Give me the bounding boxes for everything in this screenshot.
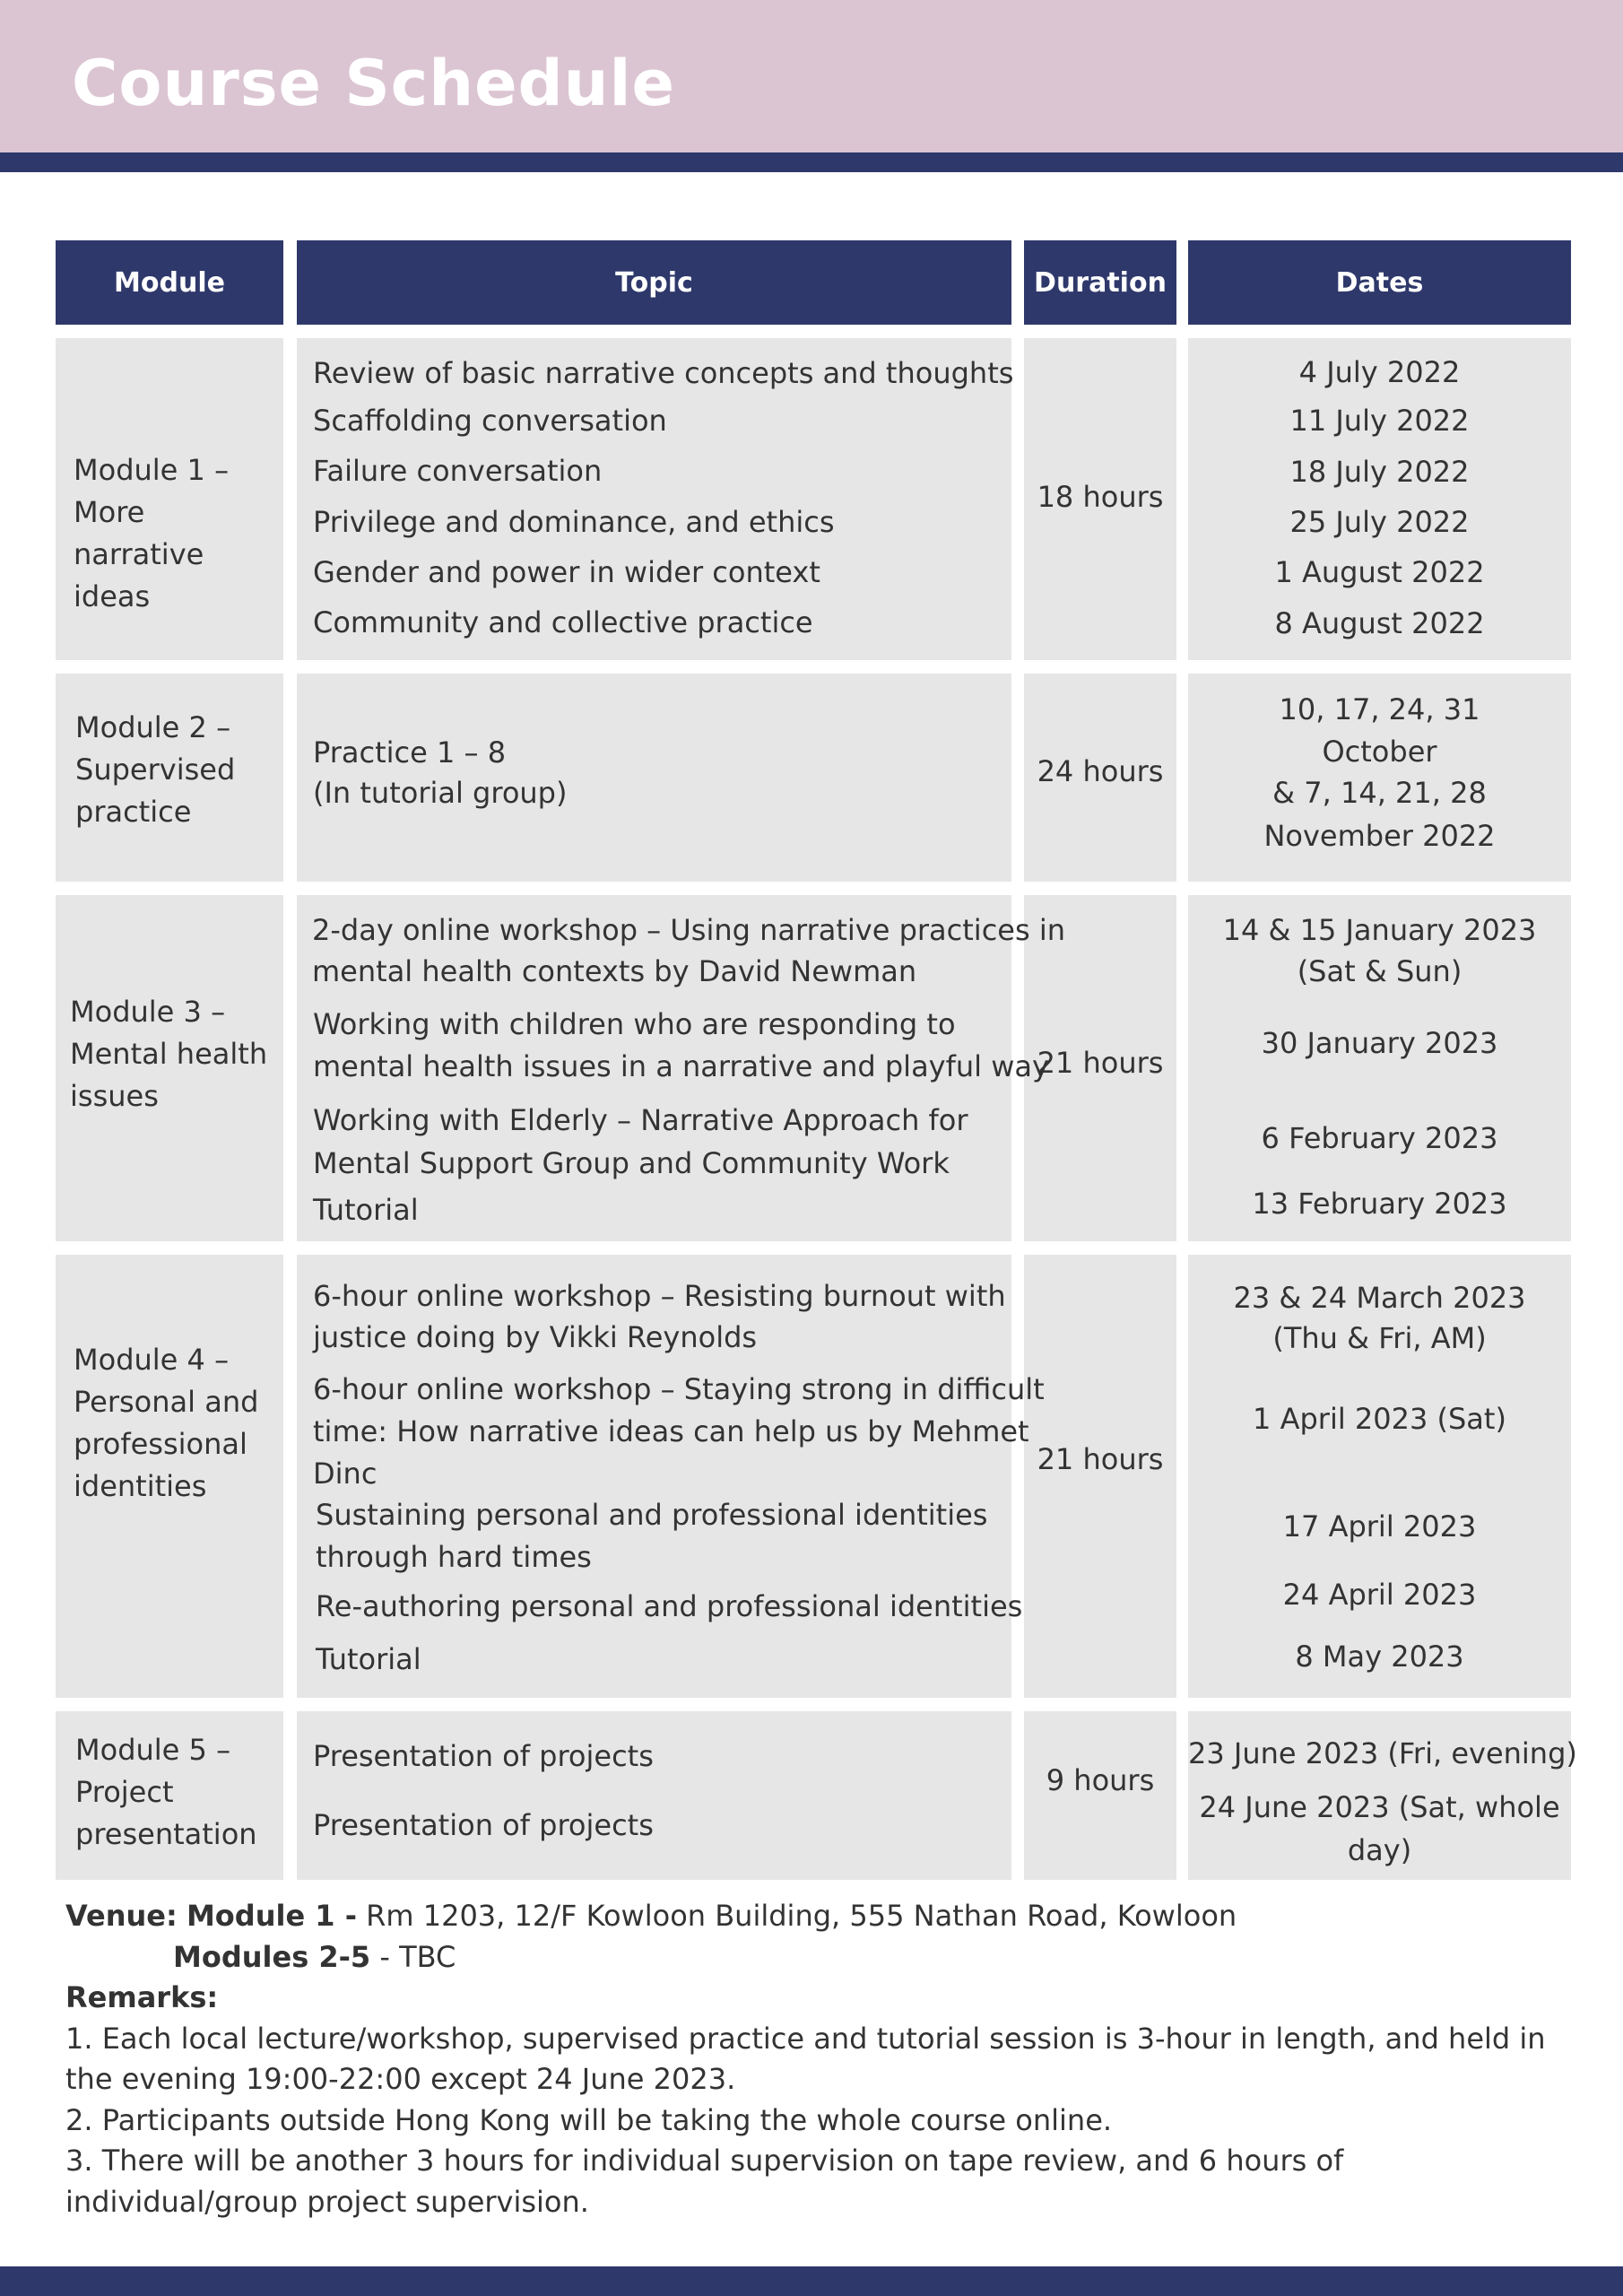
date-item: 24 April 2023 bbox=[1282, 1578, 1477, 1612]
topic-item: Mental Support Group and Community Work bbox=[313, 1146, 950, 1180]
duration-value: 21 hours bbox=[1037, 1046, 1164, 1080]
topic-item: Presentation of projects bbox=[313, 1808, 654, 1842]
venue-line-2 bbox=[65, 1937, 1572, 1979]
topic-item: Tutorial bbox=[316, 1642, 421, 1676]
date-item: (Sat & Sun) bbox=[1297, 954, 1462, 988]
venue-and-remarks bbox=[65, 1896, 1572, 2222]
date-item: 6 February 2023 bbox=[1261, 1121, 1498, 1155]
date-item: 1 April 2023 (Sat) bbox=[1253, 1402, 1506, 1436]
date-item: November 2022 bbox=[1263, 819, 1496, 853]
topic-item: Dinc bbox=[313, 1457, 378, 1491]
venue-line bbox=[65, 1896, 1572, 1937]
module-label: Module 5 – Project presentation bbox=[75, 1733, 257, 1851]
remark-item: 2. Participants outside Hong Kong will be taking the whole course online. bbox=[65, 2102, 1113, 2137]
date-item: 8 May 2023 bbox=[1295, 1639, 1464, 1674]
date-item: (Thu & Fri, AM) bbox=[1272, 1321, 1487, 1355]
date-item: day) bbox=[1347, 1833, 1412, 1867]
venue-module1-text: Rm 1203, 12/F Kowloon Building, 555 Nathan Road, Kowloon bbox=[366, 1899, 1237, 1933]
venue-modules25-label: Modules 2-5 bbox=[173, 1939, 371, 1974]
topic-item: Privilege and dominance, and ethics bbox=[313, 505, 835, 539]
date-item: 4 July 2022 bbox=[1298, 355, 1461, 389]
header-rule bbox=[0, 152, 1623, 172]
module-label: Module 2 – Supervised practice bbox=[75, 710, 236, 829]
topic-item: 6-hour online workshop – Resisting burnout with bbox=[313, 1279, 1006, 1313]
date-item: 23 June 2023 (Fri, evening) bbox=[1188, 1736, 1577, 1770]
date-item: 30 January 2023 bbox=[1261, 1026, 1498, 1060]
duration-value: 21 hours bbox=[1037, 1442, 1164, 1476]
date-item: 18 July 2022 bbox=[1289, 455, 1470, 489]
date-item: 25 July 2022 bbox=[1289, 505, 1470, 539]
remark-item: 3. There will be another 3 hours for individual supervision on tape review, and 6 hours of individual/group project supervision. bbox=[65, 2144, 1344, 2219]
date-item: 23 & 24 March 2023 bbox=[1233, 1281, 1526, 1315]
topic-item: Presentation of projects bbox=[313, 1739, 654, 1773]
topic-item: Re-authoring personal and professional identities bbox=[316, 1589, 1023, 1623]
module-label: Module 3 – Mental health issues bbox=[70, 995, 268, 1113]
venue-label: Venue: bbox=[65, 1899, 178, 1933]
date-item: & 7, 14, 21, 28 bbox=[1272, 776, 1487, 810]
topic-item: (In tutorial group) bbox=[313, 776, 568, 810]
module-label: Module 4 – Personal and professional identities bbox=[74, 1343, 259, 1503]
venue-modules25-text: - TBC bbox=[379, 1939, 456, 1974]
remark-item: 1. Each local lecture/workshop, supervised practice and tutorial session is 3-hour in length, and held in the evening 19:00-22:00 except 24 June 2023. bbox=[65, 2021, 1546, 2096]
topic-item: Sustaining personal and professional identities bbox=[316, 1498, 988, 1532]
page-title: Course Schedule bbox=[72, 47, 675, 120]
footer-rule bbox=[0, 2266, 1623, 2296]
topic-item: time: How narrative ideas can help us by Mehmet bbox=[313, 1414, 1029, 1448]
module-label: Module 1 – More narrative ideas bbox=[74, 453, 230, 613]
date-item: 10, 17, 24, 31 bbox=[1279, 692, 1480, 726]
header-dates: Dates bbox=[1188, 240, 1571, 325]
duration-value: 24 hours bbox=[1037, 754, 1164, 788]
topic-item: Review of basic narrative concepts and thoughts bbox=[313, 356, 1014, 390]
date-item: 24 June 2023 (Sat, whole bbox=[1199, 1790, 1560, 1824]
date-item: 17 April 2023 bbox=[1282, 1509, 1477, 1544]
topic-item: through hard times bbox=[316, 1540, 592, 1574]
venue-module1-label: Module 1 - bbox=[186, 1899, 357, 1933]
date-item: 1 August 2022 bbox=[1274, 555, 1485, 589]
topic-item: Scaffolding conversation bbox=[313, 404, 667, 438]
topic-item: mental health contexts by David Newman bbox=[312, 954, 917, 988]
topic-item: Failure conversation bbox=[313, 454, 603, 488]
remarks-label: Remarks: bbox=[65, 1980, 219, 2014]
date-item: October bbox=[1322, 735, 1437, 769]
date-item: 11 July 2022 bbox=[1289, 404, 1470, 438]
date-item: 13 February 2023 bbox=[1252, 1187, 1507, 1221]
topic-item: Practice 1 – 8 bbox=[313, 735, 507, 770]
topic-item: Community and collective practice bbox=[313, 605, 813, 639]
topic-item: Tutorial bbox=[313, 1193, 419, 1227]
date-item: 14 & 15 January 2023 bbox=[1222, 913, 1537, 947]
header-topic: Topic bbox=[297, 240, 1011, 325]
topic-item: 2-day online workshop – Using narrative practices in bbox=[312, 913, 1065, 947]
duration-value: 18 hours bbox=[1037, 480, 1164, 514]
topic-item: Gender and power in wider context bbox=[313, 555, 820, 589]
header-duration: Duration bbox=[1024, 240, 1176, 325]
topic-item: Working with children who are responding to bbox=[313, 1007, 956, 1041]
topic-item: 6-hour online workshop – Staying strong in difficult bbox=[313, 1372, 1045, 1406]
header-module: Module bbox=[56, 240, 283, 325]
date-item: 8 August 2022 bbox=[1274, 606, 1485, 640]
duration-value: 9 hours bbox=[1046, 1763, 1155, 1797]
topic-item: justice doing by Vikki Reynolds bbox=[313, 1320, 758, 1354]
topic-item: Working with Elderly – Narrative Approach for bbox=[313, 1103, 968, 1137]
topic-item: mental health issues in a narrative and playful way bbox=[313, 1049, 1049, 1083]
